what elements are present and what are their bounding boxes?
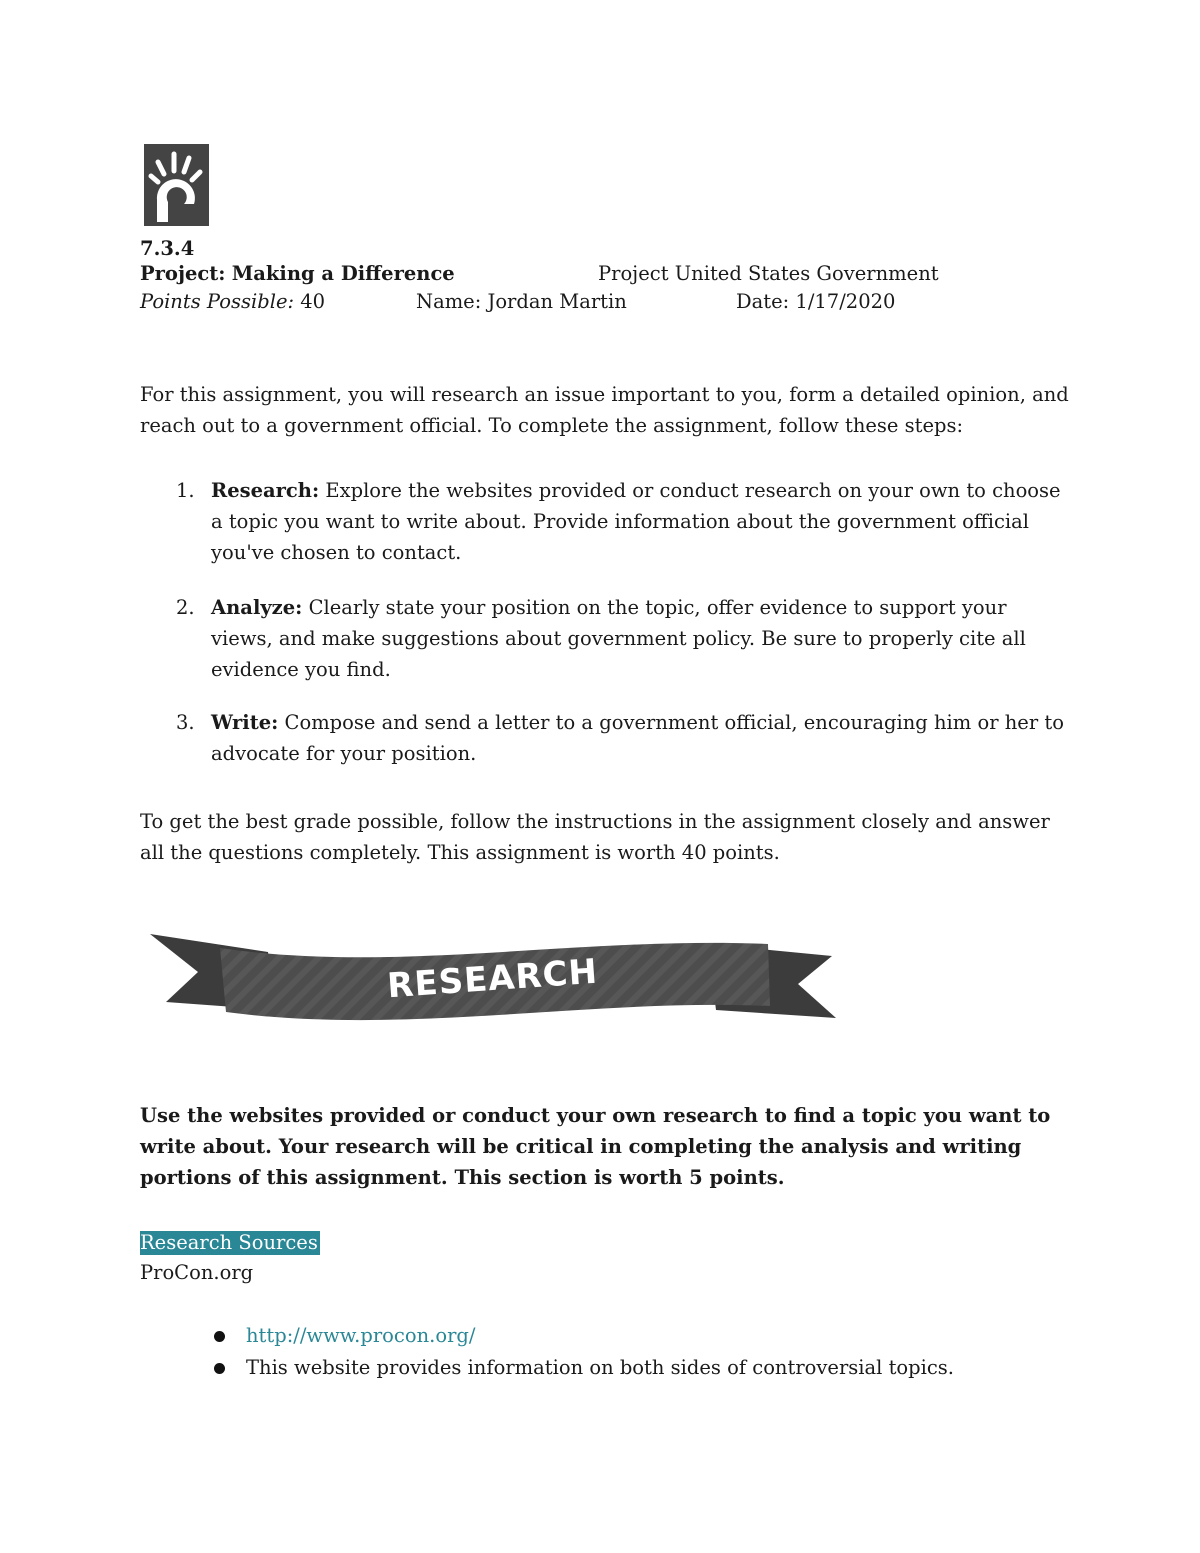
step-body [211,592,1071,685]
step-number: 1. [176,479,195,502]
step-title: Write: [211,711,279,734]
step-number: 3. [176,711,195,734]
course-name: Project United States Government [598,262,939,285]
research-sources-heading [140,1228,320,1258]
name-value: Jordan Martin [487,290,627,313]
bullet-icon [214,1363,225,1374]
intro-paragraph: For this assignment, you will research an issue important to you, form a detailed opinion, and reach out to a government official. To complete the assignment, follow these steps: [140,383,1069,437]
points-label: Points Possible: [140,290,295,313]
points-value: 40 [300,290,326,313]
name-line [416,287,627,317]
closing-paragraph: To get the best grade possible, follow the instructions in the assignment closely and answer all the questions completely. This assignment is worth 40 points. [140,810,1050,864]
step-number: 2. [176,596,195,619]
site-name: ProCon.org [140,1261,254,1284]
date-line [736,287,895,317]
research-banner [148,926,838,1026]
points-line [140,287,325,317]
step-body [211,707,1071,769]
banner-label: RESEARCH [385,951,600,1007]
project-title-line [140,259,455,289]
date-value: 1/17/2020 [795,290,896,313]
site-description: This website provides information on both sides of controversial topics. [246,1356,954,1379]
step-text: Clearly state your position on the topic, offer evidence to support your views, and make suggestions about government policy. Be sure to properly cite all evidence you find. [211,596,1026,681]
sunburst-logo-icon [144,144,209,226]
step-body [211,475,1071,568]
step-title: Analyze: [211,596,303,619]
project-label: Project: [140,262,226,285]
step-text: Compose and send a letter to a government official, encouraging him or her to advocate for your position. [211,711,1064,765]
procon-link[interactable]: http://www.procon.org/ [246,1324,476,1347]
research-instructions: Use the websites provided or conduct your own research to find a topic you want to write about. Your research will be critical in completing the analysis and writing portions of this assignment. This section is worth 5 points. [140,1104,1051,1189]
step-title: Research: [211,479,320,502]
project-title: Making a Difference [231,262,455,285]
assignment-code: 7.3.4 [140,237,195,260]
highlighted-heading: Research Sources [140,1231,318,1254]
name-label: Name: [416,290,482,313]
step-text: Explore the websites provided or conduct research on your own to choose a topic you want to write about. Provide information about the government official you've chosen to contact. [211,479,1061,564]
date-label: Date: [736,290,790,313]
bullet-icon [214,1331,225,1342]
